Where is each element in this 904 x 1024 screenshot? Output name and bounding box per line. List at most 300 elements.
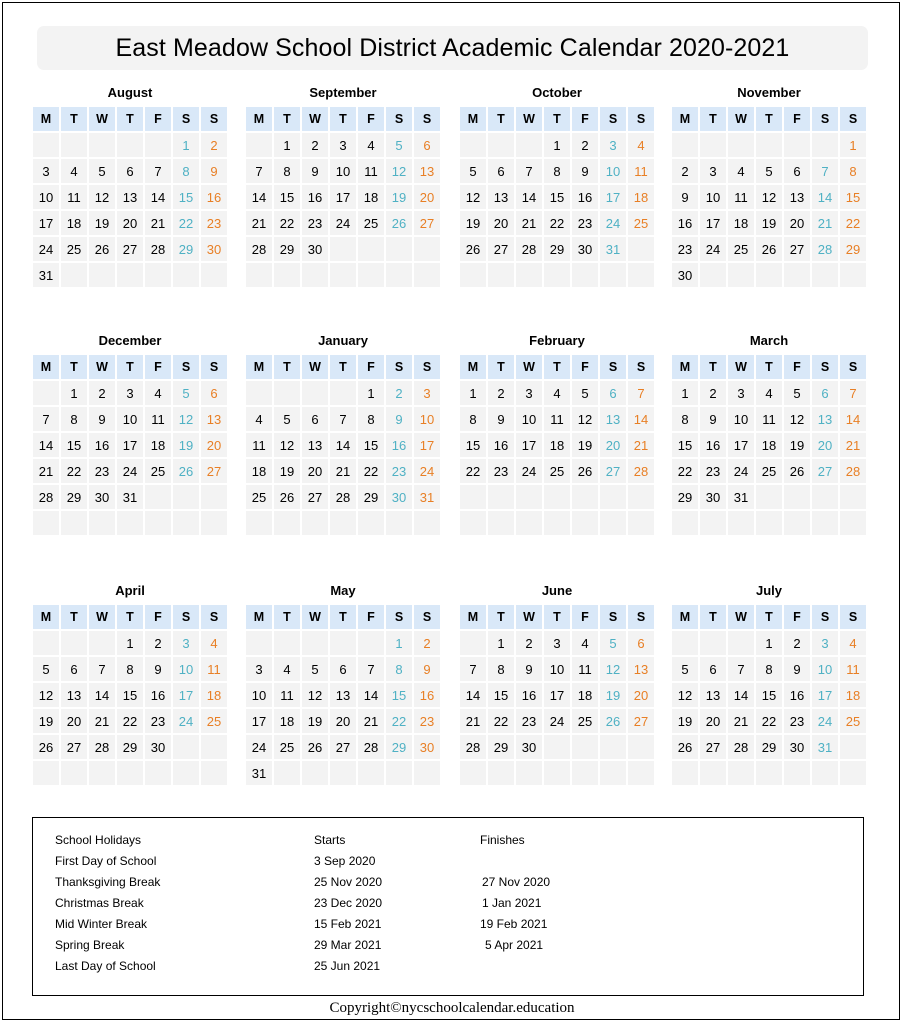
day-cell: 10 bbox=[600, 159, 626, 183]
empty-day-cell bbox=[460, 263, 486, 287]
day-cell: 14 bbox=[89, 683, 115, 707]
day-cell: 25 bbox=[145, 459, 171, 483]
day-cell: 7 bbox=[812, 159, 838, 183]
day-cell: 23 bbox=[516, 709, 542, 733]
weekday-header: T bbox=[488, 355, 514, 379]
day-cell: 12 bbox=[274, 433, 300, 457]
day-cell: 23 bbox=[784, 709, 810, 733]
day-cell: 26 bbox=[302, 735, 328, 759]
day-cell: 5 bbox=[756, 159, 782, 183]
day-cell: 7 bbox=[728, 657, 754, 681]
weekday-header: S bbox=[812, 107, 838, 131]
day-cell: 2 bbox=[572, 133, 598, 157]
holiday-name: Christmas Break bbox=[55, 896, 144, 910]
day-cell: 1 bbox=[117, 631, 143, 655]
day-cell: 29 bbox=[544, 237, 570, 261]
weekday-header: T bbox=[330, 107, 356, 131]
empty-day-cell bbox=[302, 263, 328, 287]
day-cell: 14 bbox=[728, 683, 754, 707]
day-cell: 1 bbox=[358, 381, 384, 405]
month-name: July bbox=[755, 583, 782, 598]
day-cell: 13 bbox=[600, 407, 626, 431]
day-cell: 4 bbox=[544, 381, 570, 405]
day-cell: 15 bbox=[672, 433, 698, 457]
empty-day-cell bbox=[414, 237, 440, 261]
month-day-grid bbox=[460, 107, 654, 287]
empty-day-cell bbox=[201, 511, 227, 535]
weekday-header: M bbox=[672, 605, 698, 629]
day-cell: 20 bbox=[600, 433, 626, 457]
day-cell: 10 bbox=[33, 185, 59, 209]
day-cell: 26 bbox=[386, 211, 412, 235]
weekday-header: T bbox=[117, 107, 143, 131]
day-cell: 26 bbox=[600, 709, 626, 733]
day-cell: 12 bbox=[672, 683, 698, 707]
holiday-name: Thanksgiving Break bbox=[55, 875, 161, 889]
day-cell: 25 bbox=[756, 459, 782, 483]
day-cell: 23 bbox=[145, 709, 171, 733]
day-cell: 3 bbox=[516, 381, 542, 405]
empty-day-cell bbox=[386, 263, 412, 287]
day-cell: 2 bbox=[201, 133, 227, 157]
day-cell: 18 bbox=[756, 433, 782, 457]
day-cell: 29 bbox=[173, 237, 199, 261]
weekday-header: M bbox=[246, 107, 272, 131]
weekday-header: T bbox=[756, 355, 782, 379]
empty-day-cell bbox=[700, 511, 726, 535]
empty-day-cell bbox=[488, 761, 514, 785]
day-cell: 2 bbox=[700, 381, 726, 405]
day-cell: 27 bbox=[628, 709, 654, 733]
day-cell: 13 bbox=[61, 683, 87, 707]
empty-day-cell bbox=[784, 511, 810, 535]
title-banner bbox=[37, 26, 868, 70]
day-cell: 23 bbox=[386, 459, 412, 483]
day-cell: 9 bbox=[414, 657, 440, 681]
day-cell: 18 bbox=[145, 433, 171, 457]
day-cell: 4 bbox=[61, 159, 87, 183]
day-cell: 4 bbox=[840, 631, 866, 655]
day-cell: 7 bbox=[33, 407, 59, 431]
empty-day-cell bbox=[274, 511, 300, 535]
weekday-header: S bbox=[386, 355, 412, 379]
day-cell: 6 bbox=[600, 381, 626, 405]
month-day-grid bbox=[246, 107, 440, 287]
day-cell: 11 bbox=[201, 657, 227, 681]
month-name: November bbox=[737, 85, 801, 100]
day-cell: 8 bbox=[274, 159, 300, 183]
day-cell: 7 bbox=[330, 407, 356, 431]
empty-day-cell bbox=[61, 761, 87, 785]
empty-day-cell bbox=[488, 263, 514, 287]
month-day-grid bbox=[33, 107, 227, 287]
empty-day-cell bbox=[784, 263, 810, 287]
day-cell: 19 bbox=[33, 709, 59, 733]
day-cell: 1 bbox=[173, 133, 199, 157]
day-cell: 13 bbox=[628, 657, 654, 681]
month-name: May bbox=[330, 583, 356, 598]
day-cell: 4 bbox=[572, 631, 598, 655]
weekday-header: M bbox=[33, 107, 59, 131]
copyright-text: Copyright©nycschoolcalendar.education bbox=[329, 1000, 575, 1016]
empty-day-cell bbox=[302, 511, 328, 535]
month-day-grid bbox=[460, 605, 654, 785]
day-cell: 10 bbox=[117, 407, 143, 431]
day-cell: 14 bbox=[145, 185, 171, 209]
day-cell: 13 bbox=[201, 407, 227, 431]
weekday-header: S bbox=[201, 355, 227, 379]
day-cell: 5 bbox=[784, 381, 810, 405]
day-cell: 5 bbox=[302, 657, 328, 681]
weekday-header: S bbox=[812, 605, 838, 629]
weekday-header: M bbox=[460, 605, 486, 629]
day-cell: 18 bbox=[358, 185, 384, 209]
empty-day-cell bbox=[246, 133, 272, 157]
day-cell: 13 bbox=[330, 683, 356, 707]
day-cell: 17 bbox=[330, 185, 356, 209]
day-cell: 6 bbox=[201, 381, 227, 405]
day-cell: 17 bbox=[414, 433, 440, 457]
weekday-header: F bbox=[145, 107, 171, 131]
empty-day-cell bbox=[33, 133, 59, 157]
day-cell: 16 bbox=[516, 683, 542, 707]
weekday-header: S bbox=[840, 605, 866, 629]
day-cell: 28 bbox=[33, 485, 59, 509]
day-cell: 26 bbox=[33, 735, 59, 759]
day-cell: 21 bbox=[460, 709, 486, 733]
day-cell: 9 bbox=[145, 657, 171, 681]
day-cell: 31 bbox=[600, 237, 626, 261]
day-cell: 15 bbox=[358, 433, 384, 457]
day-cell: 17 bbox=[544, 683, 570, 707]
day-cell: 5 bbox=[386, 133, 412, 157]
day-cell: 20 bbox=[302, 459, 328, 483]
day-cell: 25 bbox=[728, 237, 754, 261]
day-cell: 7 bbox=[840, 381, 866, 405]
day-cell: 4 bbox=[756, 381, 782, 405]
day-cell: 7 bbox=[516, 159, 542, 183]
empty-day-cell bbox=[145, 263, 171, 287]
weekday-header: T bbox=[274, 107, 300, 131]
day-cell: 12 bbox=[386, 159, 412, 183]
day-cell: 22 bbox=[672, 459, 698, 483]
weekday-header: M bbox=[460, 107, 486, 131]
day-cell: 20 bbox=[628, 683, 654, 707]
day-cell: 10 bbox=[544, 657, 570, 681]
day-cell: 19 bbox=[89, 211, 115, 235]
empty-day-cell bbox=[488, 511, 514, 535]
day-cell: 30 bbox=[672, 263, 698, 287]
empty-day-cell bbox=[840, 761, 866, 785]
empty-day-cell bbox=[358, 511, 384, 535]
day-cell: 9 bbox=[672, 185, 698, 209]
empty-day-cell bbox=[117, 133, 143, 157]
weekday-header: W bbox=[89, 605, 115, 629]
holiday-row bbox=[33, 938, 863, 956]
weekday-header: W bbox=[728, 355, 754, 379]
day-cell: 8 bbox=[840, 159, 866, 183]
day-cell: 21 bbox=[358, 709, 384, 733]
empty-day-cell bbox=[274, 631, 300, 655]
day-cell: 24 bbox=[600, 211, 626, 235]
month-day-grid bbox=[246, 355, 440, 535]
empty-day-cell bbox=[246, 263, 272, 287]
day-cell: 1 bbox=[544, 133, 570, 157]
day-cell: 22 bbox=[117, 709, 143, 733]
weekday-header: S bbox=[600, 605, 626, 629]
empty-day-cell bbox=[302, 631, 328, 655]
day-cell: 10 bbox=[812, 657, 838, 681]
empty-day-cell bbox=[358, 631, 384, 655]
weekday-header: T bbox=[274, 605, 300, 629]
day-cell: 16 bbox=[784, 683, 810, 707]
day-cell: 6 bbox=[812, 381, 838, 405]
empty-day-cell bbox=[628, 761, 654, 785]
weekday-header: F bbox=[145, 355, 171, 379]
empty-day-cell bbox=[544, 485, 570, 509]
empty-day-cell bbox=[700, 761, 726, 785]
day-cell: 18 bbox=[201, 683, 227, 707]
weekday-header: T bbox=[544, 107, 570, 131]
day-cell: 17 bbox=[516, 433, 542, 457]
holiday-header-name: School Holidays bbox=[55, 833, 142, 847]
empty-day-cell bbox=[840, 263, 866, 287]
empty-day-cell bbox=[628, 511, 654, 535]
day-cell: 22 bbox=[460, 459, 486, 483]
day-cell: 11 bbox=[358, 159, 384, 183]
day-cell: 25 bbox=[61, 237, 87, 261]
weekday-header: M bbox=[246, 605, 272, 629]
day-cell: 24 bbox=[246, 735, 272, 759]
weekday-header: M bbox=[672, 355, 698, 379]
day-cell: 18 bbox=[274, 709, 300, 733]
empty-day-cell bbox=[728, 511, 754, 535]
day-cell: 17 bbox=[246, 709, 272, 733]
day-cell: 13 bbox=[700, 683, 726, 707]
day-cell: 15 bbox=[488, 683, 514, 707]
empty-day-cell bbox=[117, 761, 143, 785]
day-cell: 31 bbox=[414, 485, 440, 509]
day-cell: 24 bbox=[330, 211, 356, 235]
day-cell: 20 bbox=[488, 211, 514, 235]
weekday-header: F bbox=[358, 355, 384, 379]
day-cell: 27 bbox=[302, 485, 328, 509]
day-cell: 18 bbox=[572, 683, 598, 707]
day-cell: 5 bbox=[274, 407, 300, 431]
weekday-header: F bbox=[358, 605, 384, 629]
day-cell: 5 bbox=[672, 657, 698, 681]
day-cell: 6 bbox=[414, 133, 440, 157]
day-cell: 7 bbox=[246, 159, 272, 183]
day-cell: 27 bbox=[117, 237, 143, 261]
empty-day-cell bbox=[756, 133, 782, 157]
holiday-name: Mid Winter Break bbox=[55, 917, 148, 931]
weekday-header: F bbox=[572, 107, 598, 131]
day-cell: 11 bbox=[246, 433, 272, 457]
empty-day-cell bbox=[33, 511, 59, 535]
day-cell: 10 bbox=[246, 683, 272, 707]
day-cell: 21 bbox=[628, 433, 654, 457]
empty-day-cell bbox=[145, 485, 171, 509]
day-cell: 25 bbox=[358, 211, 384, 235]
holiday-end: 5 Apr 2021 bbox=[485, 938, 544, 952]
weekday-header: F bbox=[784, 355, 810, 379]
empty-day-cell bbox=[812, 761, 838, 785]
empty-day-cell bbox=[728, 631, 754, 655]
day-cell: 12 bbox=[33, 683, 59, 707]
day-cell: 3 bbox=[728, 381, 754, 405]
day-cell: 6 bbox=[488, 159, 514, 183]
day-cell: 23 bbox=[572, 211, 598, 235]
empty-day-cell bbox=[61, 263, 87, 287]
day-cell: 19 bbox=[460, 211, 486, 235]
weekday-header: T bbox=[330, 605, 356, 629]
empty-day-cell bbox=[572, 761, 598, 785]
weekday-header: F bbox=[358, 107, 384, 131]
empty-day-cell bbox=[414, 511, 440, 535]
day-cell: 28 bbox=[358, 735, 384, 759]
empty-day-cell bbox=[756, 511, 782, 535]
day-cell: 8 bbox=[61, 407, 87, 431]
day-cell: 2 bbox=[89, 381, 115, 405]
holiday-row bbox=[33, 959, 863, 977]
day-cell: 12 bbox=[89, 185, 115, 209]
empty-day-cell bbox=[728, 133, 754, 157]
day-cell: 5 bbox=[173, 381, 199, 405]
day-cell: 27 bbox=[700, 735, 726, 759]
weekday-header: T bbox=[544, 355, 570, 379]
empty-day-cell bbox=[672, 133, 698, 157]
day-cell: 3 bbox=[700, 159, 726, 183]
day-cell: 6 bbox=[302, 407, 328, 431]
weekday-header: S bbox=[173, 605, 199, 629]
page-title: East Meadow School District Academic Calendar 2020-2021 bbox=[115, 33, 790, 62]
empty-day-cell bbox=[840, 485, 866, 509]
day-cell: 23 bbox=[201, 211, 227, 235]
empty-day-cell bbox=[302, 381, 328, 405]
weekday-header: T bbox=[756, 605, 782, 629]
day-cell: 13 bbox=[784, 185, 810, 209]
weekday-header: S bbox=[173, 107, 199, 131]
day-cell: 4 bbox=[274, 657, 300, 681]
day-cell: 3 bbox=[173, 631, 199, 655]
day-cell: 29 bbox=[840, 237, 866, 261]
empty-day-cell bbox=[672, 511, 698, 535]
day-cell: 6 bbox=[61, 657, 87, 681]
day-cell: 10 bbox=[728, 407, 754, 431]
day-cell: 3 bbox=[33, 159, 59, 183]
day-cell: 28 bbox=[628, 459, 654, 483]
weekday-header: T bbox=[488, 605, 514, 629]
day-cell: 12 bbox=[756, 185, 782, 209]
day-cell: 23 bbox=[488, 459, 514, 483]
weekday-header: S bbox=[628, 605, 654, 629]
day-cell: 31 bbox=[812, 735, 838, 759]
holiday-name: Last Day of School bbox=[55, 959, 156, 973]
day-cell: 3 bbox=[544, 631, 570, 655]
day-cell: 6 bbox=[784, 159, 810, 183]
empty-day-cell bbox=[672, 761, 698, 785]
day-cell: 23 bbox=[672, 237, 698, 261]
empty-day-cell bbox=[173, 263, 199, 287]
day-cell: 21 bbox=[516, 211, 542, 235]
day-cell: 24 bbox=[117, 459, 143, 483]
day-cell: 9 bbox=[516, 657, 542, 681]
day-cell: 22 bbox=[756, 709, 782, 733]
weekday-header: T bbox=[700, 355, 726, 379]
day-cell: 4 bbox=[145, 381, 171, 405]
day-cell: 14 bbox=[516, 185, 542, 209]
month-name: February bbox=[529, 333, 585, 348]
day-cell: 30 bbox=[516, 735, 542, 759]
holiday-row bbox=[33, 896, 863, 914]
day-cell: 26 bbox=[274, 485, 300, 509]
empty-day-cell bbox=[358, 761, 384, 785]
weekday-header: T bbox=[544, 605, 570, 629]
day-cell: 23 bbox=[302, 211, 328, 235]
holiday-header-start: Starts bbox=[314, 833, 346, 847]
day-cell: 17 bbox=[600, 185, 626, 209]
day-cell: 21 bbox=[246, 211, 272, 235]
day-cell: 17 bbox=[812, 683, 838, 707]
day-cell: 8 bbox=[117, 657, 143, 681]
day-cell: 14 bbox=[840, 407, 866, 431]
day-cell: 8 bbox=[756, 657, 782, 681]
weekday-header: S bbox=[386, 605, 412, 629]
day-cell: 8 bbox=[544, 159, 570, 183]
empty-day-cell bbox=[756, 485, 782, 509]
empty-day-cell bbox=[756, 761, 782, 785]
day-cell: 16 bbox=[201, 185, 227, 209]
day-cell: 22 bbox=[173, 211, 199, 235]
empty-day-cell bbox=[173, 761, 199, 785]
day-cell: 15 bbox=[756, 683, 782, 707]
day-cell: 16 bbox=[386, 433, 412, 457]
holiday-row bbox=[33, 854, 863, 872]
weekday-header: W bbox=[89, 107, 115, 131]
day-cell: 10 bbox=[700, 185, 726, 209]
day-cell: 9 bbox=[201, 159, 227, 183]
empty-day-cell bbox=[628, 735, 654, 759]
day-cell: 30 bbox=[145, 735, 171, 759]
empty-day-cell bbox=[330, 761, 356, 785]
day-cell: 25 bbox=[246, 485, 272, 509]
empty-day-cell bbox=[572, 485, 598, 509]
empty-day-cell bbox=[516, 133, 542, 157]
weekday-header: S bbox=[628, 355, 654, 379]
day-cell: 28 bbox=[516, 237, 542, 261]
day-cell: 9 bbox=[89, 407, 115, 431]
weekday-header: T bbox=[61, 605, 87, 629]
day-cell: 5 bbox=[600, 631, 626, 655]
month-name: April bbox=[115, 583, 145, 598]
empty-day-cell bbox=[89, 761, 115, 785]
empty-day-cell bbox=[572, 263, 598, 287]
day-cell: 7 bbox=[628, 381, 654, 405]
day-cell: 14 bbox=[460, 683, 486, 707]
day-cell: 19 bbox=[784, 433, 810, 457]
holiday-start: 29 Mar 2021 bbox=[314, 938, 382, 952]
empty-day-cell bbox=[812, 263, 838, 287]
empty-day-cell bbox=[756, 263, 782, 287]
day-cell: 22 bbox=[840, 211, 866, 235]
day-cell: 20 bbox=[784, 211, 810, 235]
month-name: January bbox=[318, 333, 368, 348]
empty-day-cell bbox=[516, 511, 542, 535]
empty-day-cell bbox=[544, 735, 570, 759]
day-cell: 19 bbox=[600, 683, 626, 707]
day-cell: 30 bbox=[572, 237, 598, 261]
